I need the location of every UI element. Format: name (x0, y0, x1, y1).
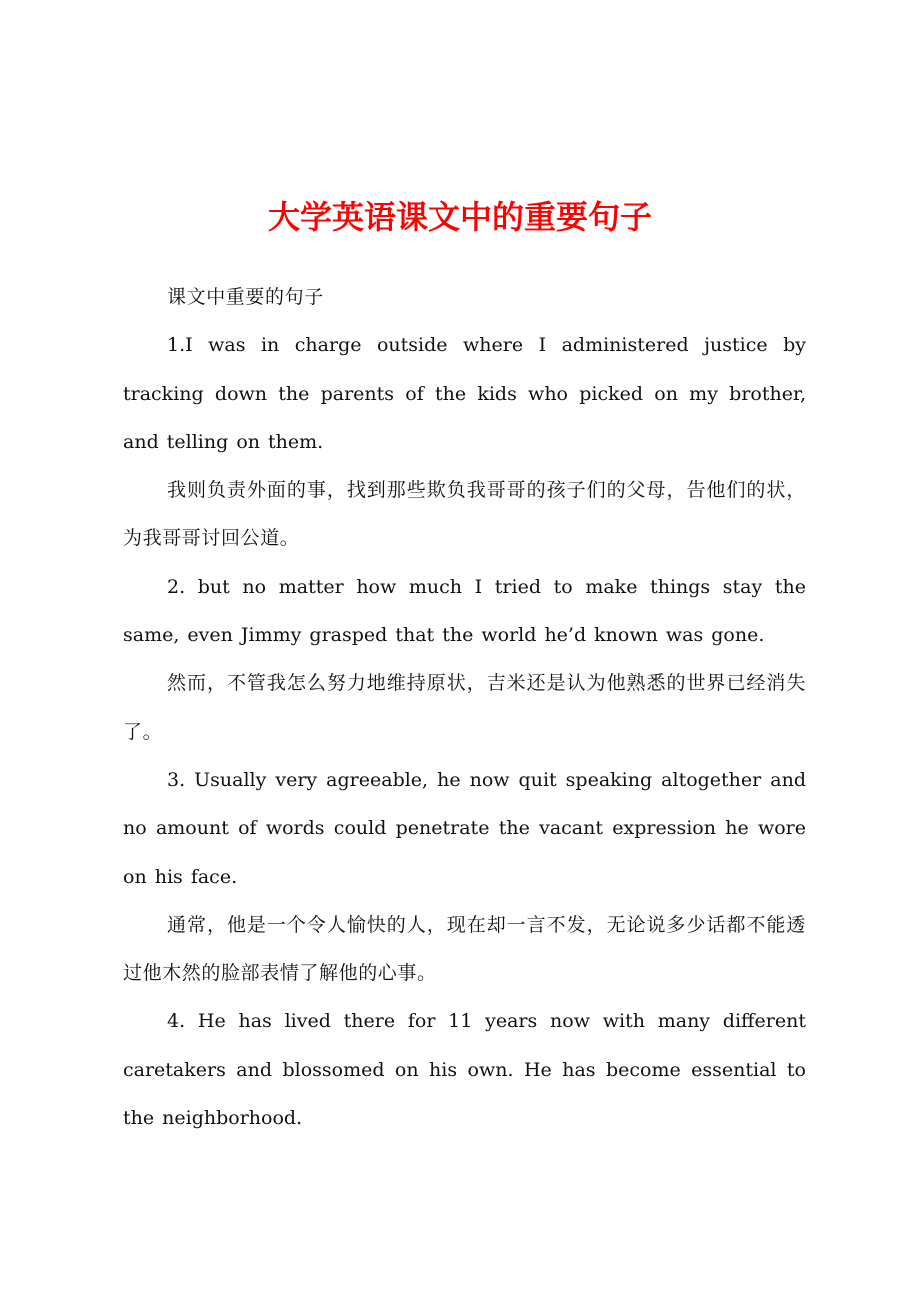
section-heading: 课文中重要的句子 (167, 286, 324, 308)
sentence-2-english: 2. but no matter how much I tried to make things stay the same, even Jimmy grasped that the world he’d known was gone. (123, 575, 806, 647)
document-body (123, 273, 806, 1142)
sentence-4-english: 4. He has lived there for 11 years now with many different caretakers and blossomed on his own. He has become essential to the neighborhood. (123, 1010, 806, 1130)
sentence-1-english: 1.I was in charge outside where I administered justice by tracking down the parents of the kids who picked on my brother, and telling on them. (123, 334, 806, 453)
sentence-2-chinese: 然而，不管我怎么努力地维持原状，吉米还是认为他熟悉的世界已经消失了。 (123, 672, 806, 743)
document-title: 大学英语课文中的重要句子 (267, 198, 652, 236)
sentence-3-chinese: 通常，他是一个令人愉快的人，现在却一言不发，无论说多少话都不能透过他木然的脸部表情了解他的心事。 (123, 913, 806, 985)
sentence-1-chinese: 我则负责外面的事，找到那些欺负我哥哥的孩子们的父母，告他们的状，为我哥哥讨回公道。 (123, 479, 806, 550)
sentence-3-english: 3. Usually very agreeable, he now quit speaking altogether and no amount of words could penetrate the vacant expression he wore on his face. (123, 768, 806, 888)
